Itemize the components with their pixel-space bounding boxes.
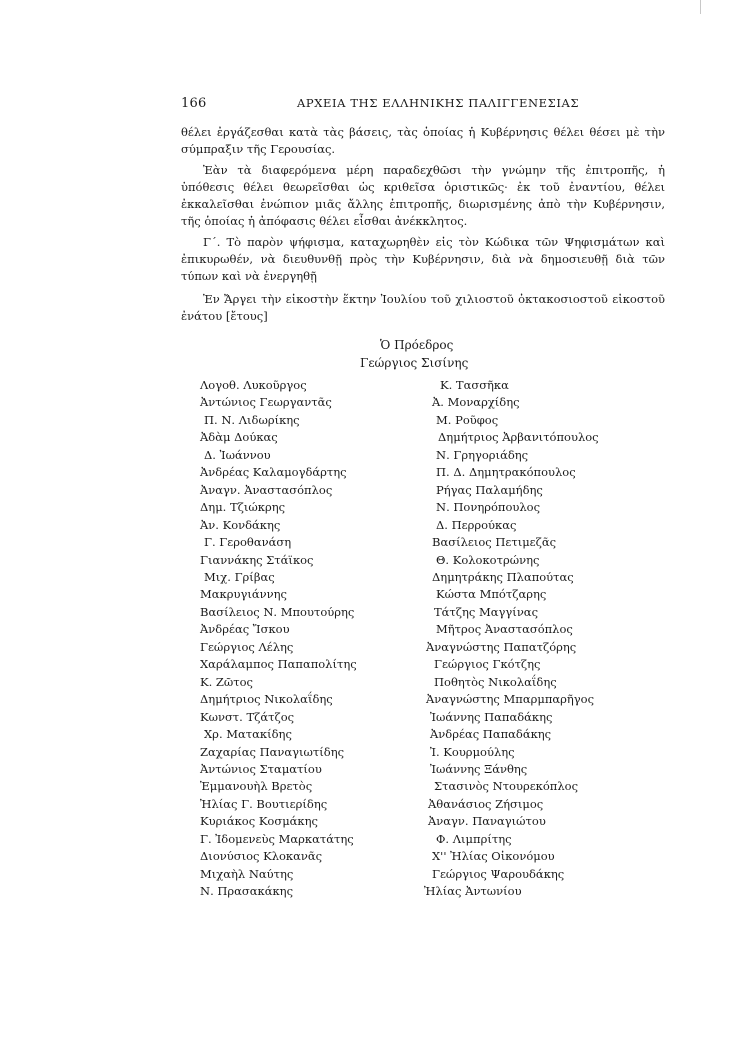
signatory: Ποθητὸς Νικολαΐδης <box>434 674 557 689</box>
signatory: Κώστα Μπότζαρης <box>436 587 547 602</box>
signatory: Χρ. Ματακίδης <box>204 727 292 742</box>
running-header <box>181 96 579 114</box>
signatory: Ἀναγν. Ἀναστασόπλος <box>200 482 333 497</box>
signatory: Ἰωάννης Παπαδάκης <box>430 709 553 724</box>
signatory: Ἀθανάσιος Ζήσιμος <box>428 796 544 811</box>
signatory: Ν. Πρασακάκης <box>200 884 294 899</box>
signatory: Γιαννάκης Στάϊκος <box>200 552 314 567</box>
scan-edge-mark <box>700 0 701 14</box>
signatory: Ἀναγν. Παναγιώτου <box>428 814 546 829</box>
signatory: Διονύσιος Κλοκανᾶς <box>200 849 323 864</box>
president-name: Γεώργιος Σισίνης <box>360 356 469 370</box>
paragraph-continuation: θέλει ἐργάζεσθαι κατὰ τὰς βάσεις, τὰς ὁποίας ἡ Κυβέρνησις θέλει θέσει μὲ τὴν σύμπραξιν τῆς Γερουσίας. <box>181 125 665 156</box>
signatory: Θ. Κολοκοτρώνης <box>436 552 540 567</box>
signatory: Χ'' Ἠλίας Οἰκονόμου <box>432 849 555 864</box>
signatory: Γ. Ἰδομενεὺς Μαρκατάτης <box>200 831 354 846</box>
signatory: Ἀν. Κονδάκης <box>200 517 281 532</box>
signatory: Ἰωάννης Ξάνθης <box>430 761 528 776</box>
signatory: Κ. Ζῶτος <box>200 674 253 689</box>
signatory: Δ. Περρούκας <box>436 517 517 532</box>
signatory: Π. Δ. Δημητρακόπουλος <box>436 465 576 480</box>
signatory: Γεώργιος Γκότζης <box>434 657 541 672</box>
signatory: Κυριάκος Κοσμάκης <box>200 814 318 829</box>
signatory: Ἠλίας Ἀντωνίου <box>424 884 522 899</box>
signatory: Ἰ. Κουρμούλης <box>430 744 515 759</box>
signatory: Ἀδὰμ Δούκας <box>200 430 278 445</box>
signatory: Δημήτριος Ἀρβανιτόπουλος <box>438 430 599 445</box>
signatory: Μιχ. Γρίβας <box>204 569 275 584</box>
signatory: Ἠλίας Γ. Βουτιερίδης <box>200 796 328 811</box>
signatory: Χαράλαμπος Παπαπολίτης <box>200 657 357 672</box>
signatory: Στασινὸς Ντουρεκόπλος <box>434 779 579 794</box>
signatory: Ἀνδρέας Καλαμογδάρτης <box>200 465 347 480</box>
signatory: Μῆτρος Ἀναστασόπλος <box>436 622 573 637</box>
signatory: Κωνστ. Τζάτζος <box>200 709 295 724</box>
paragraph-article-g: Γ΄. Τὸ παρὸν ψήφισμα, καταχωρηθὲν εἰς τὸν Κώδικα τῶν Ψηφισμάτων καὶ ἐπικυρωθέν, νὰ διευθυνθῇ πρὸς τὴν Κυβέρνησιν, διὰ νὰ δημοσιευθῇ διὰ τῶν τύπων καὶ νὰ ἐνεργηθῇ <box>181 235 665 283</box>
signatory: Ν. Πονηρόπουλος <box>436 500 541 515</box>
signatory: Τάτζης Μαγγίνας <box>434 604 539 619</box>
signatory: Π. Ν. Λιδωρίκης <box>204 412 300 427</box>
page-number: 166 <box>181 96 207 111</box>
signatory: Γ. Γεροθανάση <box>204 535 292 550</box>
paragraph-appeal: Ἐὰν τὰ διαφερόμενα μέρη παραδεχθῶσι τὴν γνώμην τῆς ἐπιτροπῆς, ἡ ὑπόθεσις θέλει θεωρεῖσθαι ὡς κριθεῖσα ὁριστικῶς· ἐκ τοῦ ἐναντίου, θέλει ἐκκαλεῖσθαι ἐνώπιον μιᾶς ἄλλης ἐπιτροπῆς, διωρισμένης ἀπὸ τὴν Κυβέρνησιν, τῆς ὁποίας ἡ ἀπόφασις θέλει εἶσθαι ἀνέκκλητος. <box>181 163 665 228</box>
signatories-right-column <box>420 377 620 901</box>
signatory: Ἀναγνώστης Μπαρμπαρῆγος <box>426 692 595 707</box>
signatory: Βασίλειος Πετιμεζᾶς <box>432 535 557 550</box>
signatory: Ἀντώνιος Γεωργαντᾶς <box>200 395 332 410</box>
paragraph-dateline: Ἐν Ἄργει τὴν εἰκοστὴν ἕκτην Ἰουλίου τοῦ χιλιοστοῦ ὀκτακοσιοστοῦ εἰκοστοῦ ἐνάτου [ἔτους] <box>181 292 665 323</box>
signatory: Δ. Ἰωάννου <box>204 447 271 462</box>
signatory: Φ. Λιμπρίτης <box>436 831 512 846</box>
signatory: Κ. Τασσῆκα <box>440 378 509 392</box>
signatory: Ἀ. Μοναρχίδης <box>432 395 520 410</box>
signatory: Δημήτριος Νικολαΐδης <box>200 692 333 707</box>
signatory: Ἀναγνώστης Παπατζόρης <box>426 639 577 654</box>
signatory: Ζαχαρίας Παναγιωτίδης <box>200 744 345 759</box>
signatory: Μακρυγιάννης <box>200 587 287 602</box>
signatory: Δημ. Τζιώκρης <box>200 500 286 515</box>
signatory: Ἀνδρέας Παπαδάκης <box>430 727 552 742</box>
signatory: Ἐμμανουὴλ Βρετὸς <box>200 779 313 794</box>
signatory: Βασίλειος Ν. Μπουτούρης <box>200 604 355 619</box>
signatories-left-column <box>200 377 400 901</box>
signatory: Δημητράκης Πλαπούτας <box>432 569 574 584</box>
president-title: Ὁ Πρόεδρος <box>380 338 454 352</box>
signatory: Γεώργιος Λέλης <box>200 639 294 654</box>
signatory: Ν. Γρηγοριάδης <box>436 447 529 462</box>
signatory: Γεώργιος Ψαρουδάκης <box>432 866 565 881</box>
signatory: Ἀνδρέας Ἴσκου <box>200 622 290 637</box>
signatory: Ρήγας Παλαμήδης <box>436 482 543 497</box>
running-title: ΑΡΧΕΙΑ ΤΗΣ ΕΛΛΗΝΙΚΗΣ ΠΑΛΙΓΓΕΝΕΣΙΑΣ <box>297 96 580 110</box>
signatory: Ἀντώνιος Σταματίου <box>200 761 322 776</box>
signatory: Μ. Ροῦφος <box>436 412 499 427</box>
signatory: Λογοθ. Λυκοῦργος <box>200 378 307 392</box>
president-signature <box>360 336 520 372</box>
signatory: Μιχαὴλ Ναύτης <box>200 866 294 881</box>
